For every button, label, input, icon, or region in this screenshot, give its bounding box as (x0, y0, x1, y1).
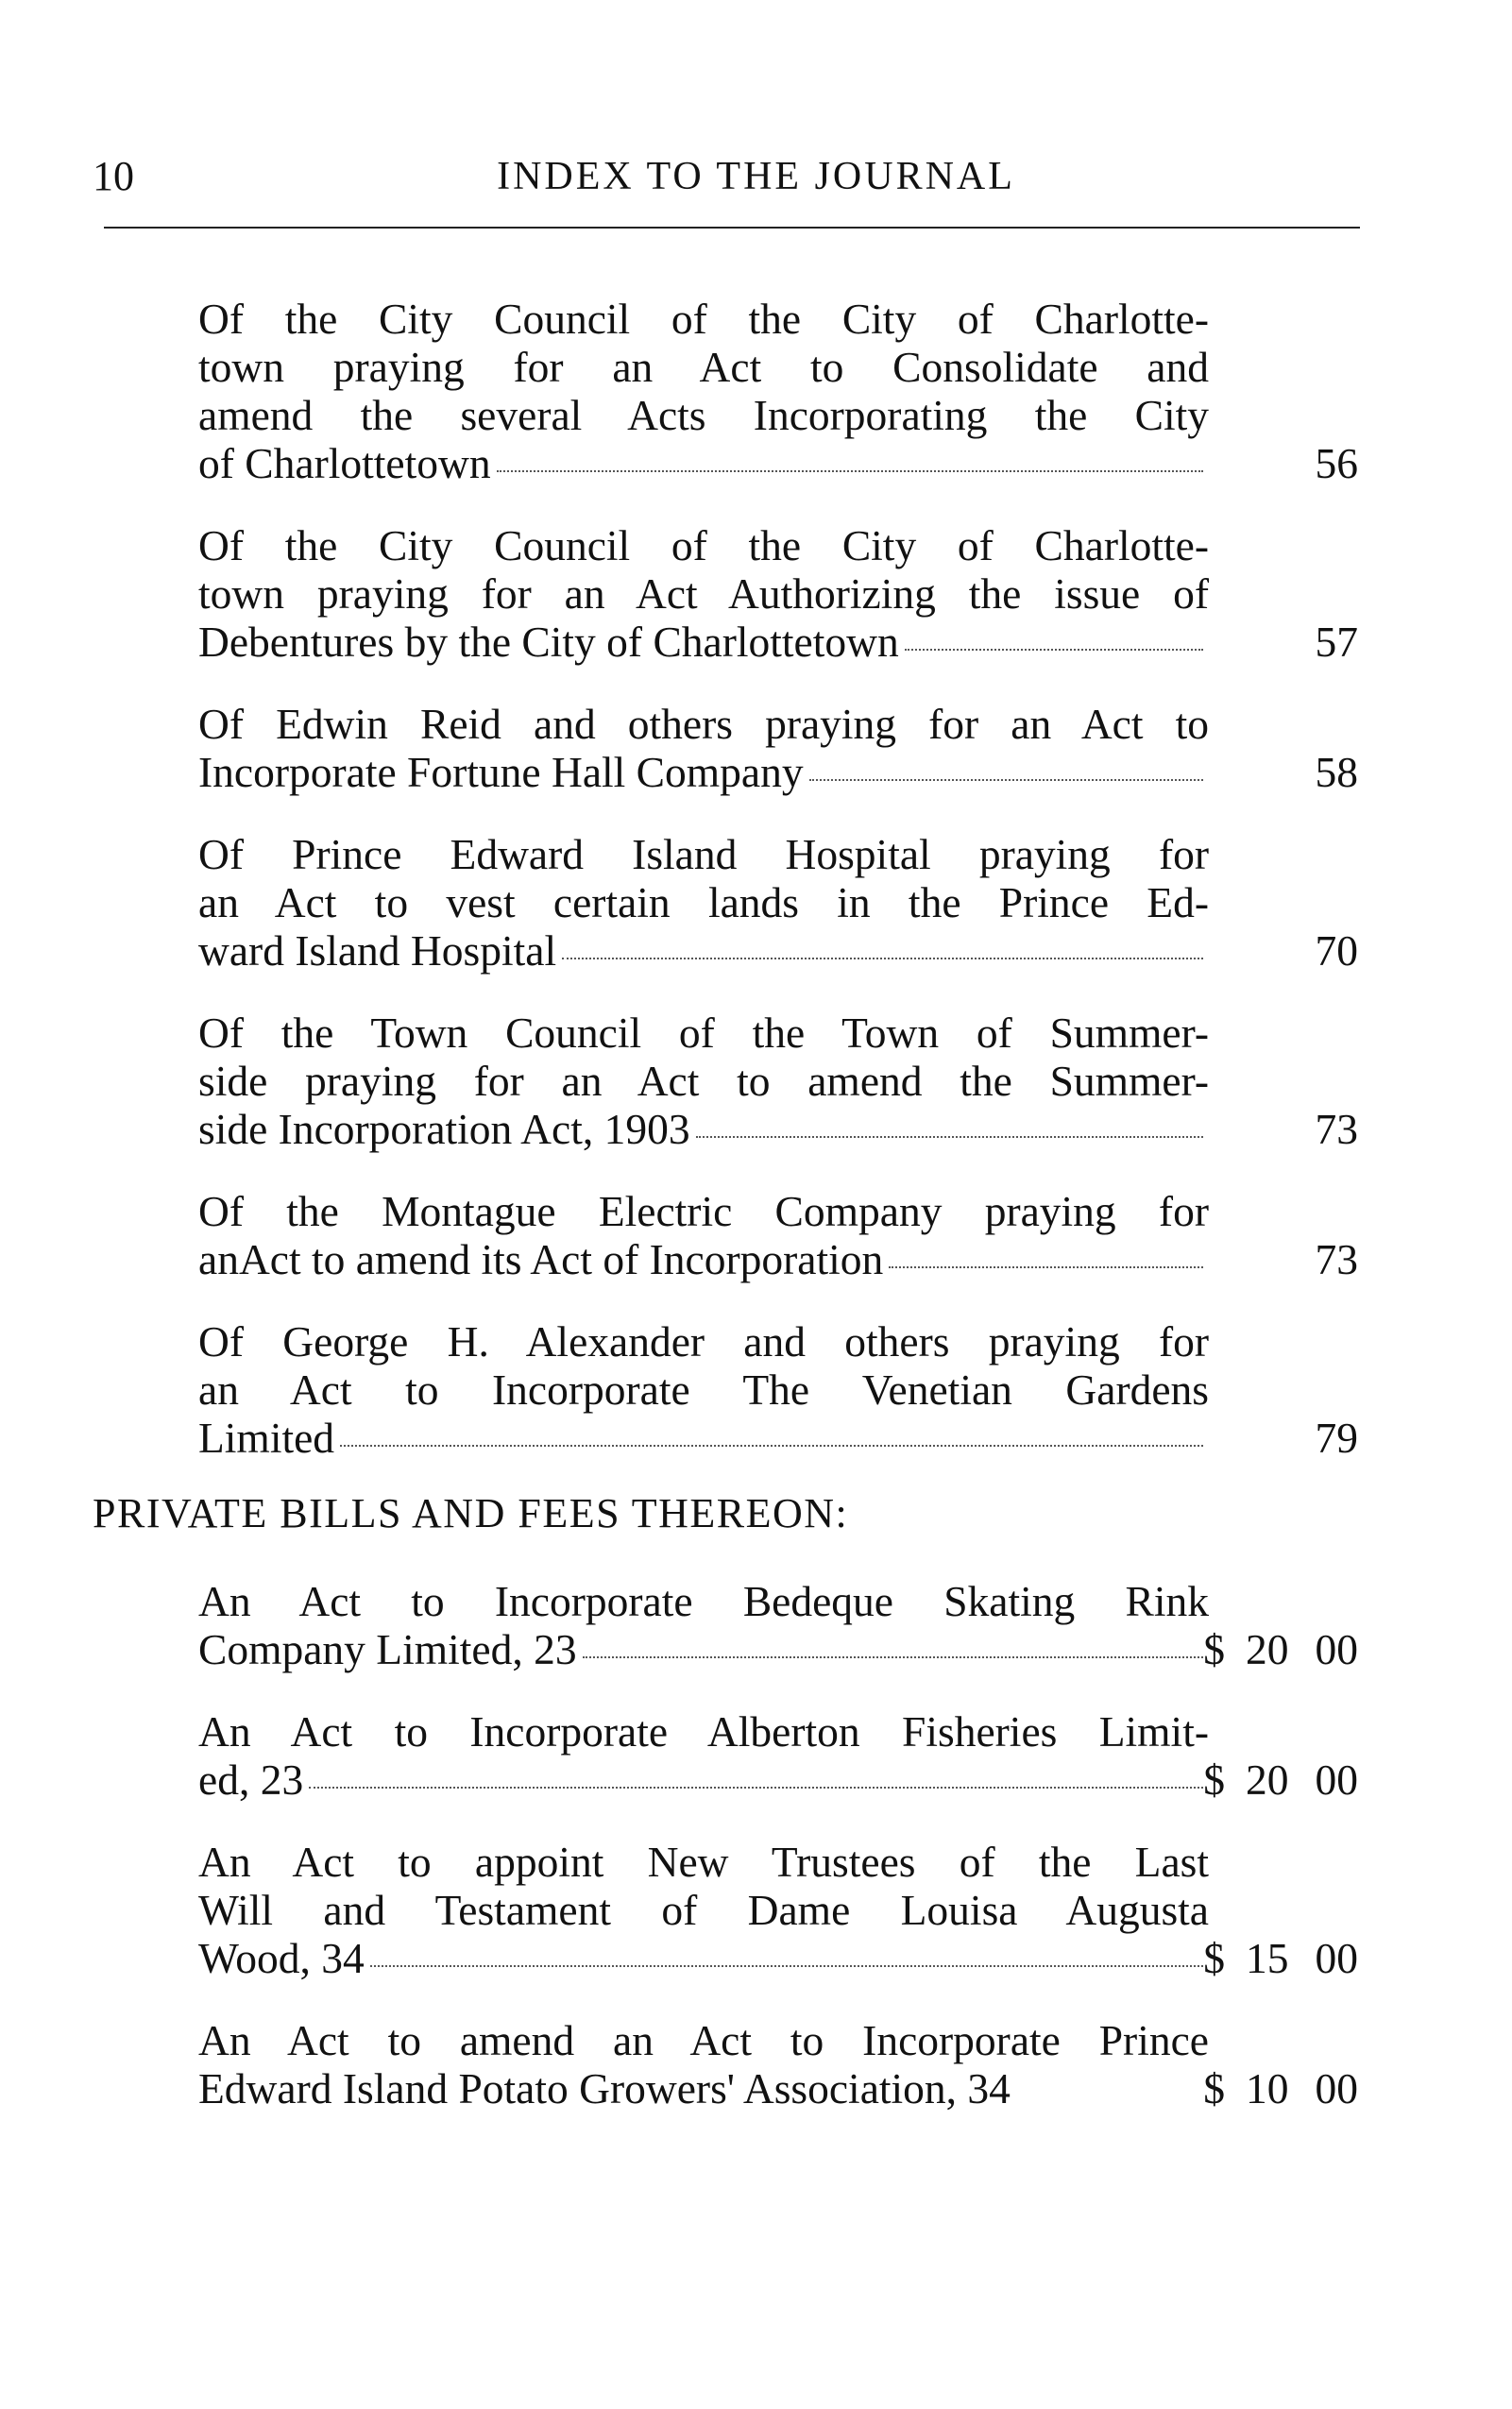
fee-cents: 00 (1315, 1625, 1358, 1673)
page-reference: 79 (1315, 1414, 1358, 1462)
entry-text-line: town praying for an Act to Consolidate and (198, 343, 1209, 391)
entry-text-line: An Act to Incorporate Alberton Fisheries Limit- (198, 1707, 1209, 1756)
dot-leader (889, 1266, 1203, 1268)
dot-leader (340, 1445, 1203, 1447)
index-entry (198, 700, 1358, 796)
page-reference: 58 (1315, 748, 1358, 796)
entry-last-line (198, 1934, 1358, 1982)
entry-text-line: amend the several Acts Incorporating the City (198, 391, 1209, 439)
fee-amount (1203, 1756, 1358, 1804)
fee-cents: 00 (1315, 1756, 1358, 1804)
fee-cents: 00 (1315, 2064, 1358, 2112)
page-reference: 73 (1315, 1235, 1358, 1283)
index-entry (198, 521, 1358, 666)
entry-text-line: Of the City Council of the City of Charlotte- (198, 295, 1209, 343)
entry-text-line: An Act to amend an Act to Incorporate Prince (198, 2016, 1209, 2064)
entry-text-line: Of Prince Edward Island Hospital praying for (198, 830, 1209, 878)
entry-text-line: An Act to appoint New Trustees of the Last (198, 1838, 1209, 1886)
dot-leader (370, 1965, 1203, 1967)
entry-text-line: town praying for an Act Authorizing the issue of (198, 569, 1209, 618)
dot-leader (905, 649, 1203, 651)
index-entry (198, 1187, 1358, 1283)
dot-leader (309, 1787, 1203, 1789)
fee-dollars: 20 (1246, 1756, 1289, 1804)
entry-last-line (198, 1756, 1358, 1804)
fee-cents: 00 (1315, 1934, 1358, 1982)
entry-text-line: side Incorporation Act, 1903 (198, 1105, 690, 1153)
petitions-list (198, 295, 1358, 1496)
entry-last-line (198, 1414, 1358, 1462)
currency-sign: $ (1203, 1934, 1225, 1982)
currency-sign: $ (1203, 1756, 1225, 1804)
dot-leader (562, 958, 1203, 959)
entry-text-line: Incorporate Fortune Hall Company (198, 748, 804, 796)
entry-text-line: Limited (198, 1414, 335, 1462)
entry-text-line: Of George H. Alexander and others praying for (198, 1317, 1209, 1366)
entry-text-line: an Act to Incorporate The Venetian Gardens (198, 1366, 1209, 1414)
bill-entry (198, 1577, 1358, 1673)
entry-text-line: Of the City Council of the City of Charlotte- (198, 521, 1209, 569)
entry-text-line: side praying for an Act to amend the Summer- (198, 1057, 1209, 1105)
page-number: 10 (93, 153, 134, 199)
entry-text-line: ed, 23 (198, 1756, 304, 1804)
page-reference: 56 (1315, 439, 1358, 487)
bill-entry (198, 1707, 1358, 1804)
dot-leader (583, 1656, 1203, 1658)
fee-amount (1203, 1934, 1358, 1982)
entry-text-line: Of Edwin Reid and others praying for an Act to (198, 700, 1209, 748)
fee-dollars: 15 (1246, 1934, 1289, 1982)
header-rule (104, 227, 1360, 229)
entry-text-line: of Charlottetown (198, 439, 491, 487)
index-entry (198, 830, 1358, 975)
dot-leader (809, 779, 1203, 781)
section-heading: PRIVATE BILLS AND FEES THEREON: (93, 1490, 849, 1536)
entry-text-line: Of the Town Council of the Town of Summer- (198, 1009, 1209, 1057)
bill-entry (198, 1838, 1358, 1982)
entry-text-line: Edward Island Potato Growers' Association, 34 (198, 2064, 1011, 2112)
running-head: INDEX TO THE JOURNAL (497, 155, 1015, 198)
entry-text-line: An Act to Incorporate Bedeque Skating Rink (198, 1577, 1209, 1625)
page-reference: 57 (1315, 618, 1358, 666)
entry-text-line: Will and Testament of Dame Louisa Augusta (198, 1886, 1209, 1934)
page-reference: 73 (1315, 1105, 1358, 1153)
entry-last-line (198, 1235, 1358, 1283)
index-entry (198, 1317, 1358, 1462)
entry-last-line (198, 748, 1358, 796)
entry-text-line: Company Limited, 23 (198, 1625, 577, 1673)
currency-sign: $ (1203, 2064, 1225, 2112)
entry-text-line: Debentures by the City of Charlottetown (198, 618, 899, 666)
fee-amount (1203, 1625, 1358, 1673)
fee-dollars: 10 (1246, 2064, 1289, 2112)
entry-last-line (198, 439, 1358, 487)
entry-text-line: an Act to vest certain lands in the Prince Ed- (198, 878, 1209, 926)
bill-entry (198, 2016, 1358, 2112)
index-entry (198, 1009, 1358, 1153)
entry-text-line: ward Island Hospital (198, 926, 557, 975)
fee-dollars: 20 (1246, 1625, 1289, 1673)
page-reference: 70 (1315, 926, 1358, 975)
currency-sign: $ (1203, 1625, 1225, 1673)
dot-leader (696, 1136, 1203, 1138)
entry-text-line: Of the Montague Electric Company praying for (198, 1187, 1209, 1235)
entry-text-line: Wood, 34 (198, 1934, 365, 1982)
entry-last-line (198, 926, 1358, 975)
entry-last-line (198, 1625, 1358, 1673)
entry-last-line (198, 2064, 1358, 2112)
private-bills-list (198, 1577, 1358, 2146)
dot-leader (497, 470, 1203, 472)
entry-last-line (198, 1105, 1358, 1153)
index-entry (198, 295, 1358, 487)
entry-last-line (198, 618, 1358, 666)
entry-text-line: anAct to amend its Act of Incorporation (198, 1235, 884, 1283)
fee-amount (1203, 2064, 1358, 2112)
